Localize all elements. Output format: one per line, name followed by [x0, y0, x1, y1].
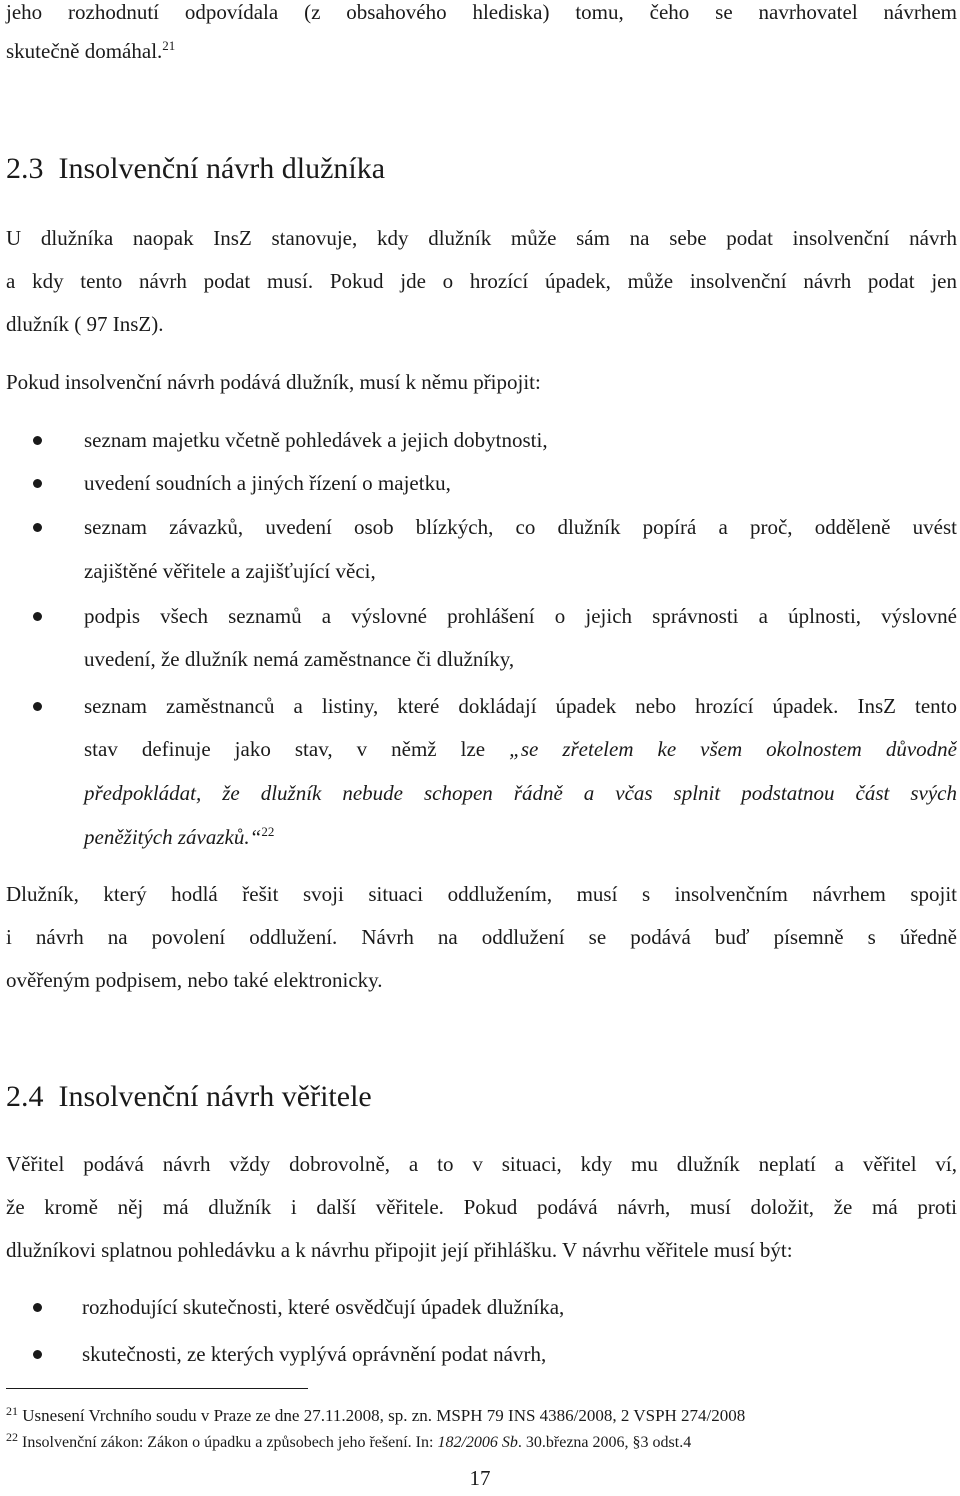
paragraph-line: skutečně domáhal.$^{21}$ — [6, 38, 176, 63]
footnote-21: $^{21}$ Usnesení Vrchního soudu v Praze ze dne 27.11.2008, sp. zn. MSPH 79 INS 4386/2008, 2 VSPH 274/2008 — [6, 1404, 746, 1425]
list-item-continued: zajištěné věřitele a zajišťující věci, — [84, 559, 376, 583]
bullet-icon — [33, 523, 42, 532]
list-item-continued: předpokládat, že dlužník nebude schopen řádně a včas splnit podstatnou část svých — [84, 781, 957, 805]
bullet-icon — [33, 702, 42, 711]
paragraph-line: dlužník ( 97 InsZ). — [6, 312, 164, 336]
list-item-continued: uvedení, že dlužník nemá zaměstnance či dlužníky, — [84, 647, 515, 671]
list-item: seznam majetku včetně pohledávek a jejich dobytnosti, — [84, 428, 548, 452]
list-item-continued: stav definuje jako stav, v němž lze „se zřetelem ke všem okolnostem důvodně — [84, 737, 957, 761]
footnote-separator — [6, 1388, 308, 1389]
list-item: seznam závazků, uvedení osob blízkých, co dlužník popírá a proč, odděleně uvést — [84, 515, 957, 539]
footnote-22: $^{22}$ Insolvenční zákon: Zákon o úpadku a způsobech jeho řešení. In: 182/2006 Sb. 30.března 2006, §3 odst.4 — [6, 1430, 692, 1451]
paragraph-line: jeho rozhodnutí odpovídala (z obsahového hlediska) tomu, čeho se navrhovatel návrhem — [6, 0, 957, 24]
section-title: Insolvenční návrh věřitele — [58, 1080, 372, 1113]
list-item: seznam zaměstnanců a listiny, které dokládají úpadek nebo hrozící úpadek. InsZ tento — [84, 694, 957, 718]
paragraph-line: dlužníkovi splatnou pohledávku a k návrhu připojit její přihlášku. V návrhu věřitele musí být: — [6, 1238, 793, 1262]
bullet-icon — [33, 436, 42, 445]
list-item: podpis všech seznamů a výslovné prohlášení o jejich správnosti a úplnosti, výslovné — [84, 604, 957, 628]
paragraph-line: Pokud insolvenční návrh podává dlužník, musí k němu připojit: — [6, 370, 541, 394]
section-heading-2-4 — [6, 1079, 372, 1115]
list-item-continued: peněžitých závazků.“$^{22}$ — [84, 824, 275, 849]
page-number: 17 — [469, 1466, 491, 1490]
bullet-icon — [33, 612, 42, 621]
paragraph-line: U dlužníka naopak InsZ stanovuje, kdy dlužník může sám na sebe podat insolvenční návrh — [6, 226, 957, 250]
list-item: skutečnosti, ze kterých vyplývá oprávnění podat návrh, — [82, 1342, 547, 1366]
paragraph-line: Dlužník, který hodlá řešit svoji situaci oddlužením, musí s insolvenčním návrhem spojit — [6, 882, 957, 906]
footnote-ref[interactable]: 21 — [162, 38, 176, 53]
list-item: uvedení soudních a jiných řízení o majetku, — [84, 471, 451, 495]
paragraph-line: ověřeným podpisem, nebo také elektronicky. — [6, 968, 383, 992]
paragraph-line: Věřitel podává návrh vždy dobrovolně, a to v situaci, kdy mu dlužník neplatí a věřitel ví, — [6, 1152, 957, 1176]
section-number: 2.4 — [6, 1080, 44, 1113]
bullet-icon — [33, 1350, 42, 1359]
section-title: Insolvenční návrh dlužníka — [58, 152, 386, 185]
section-number: 2.3 — [6, 152, 44, 185]
section-heading-2-3 — [6, 151, 385, 187]
list-item: rozhodující skutečnosti, které osvědčují úpadek dlužníka, — [82, 1295, 565, 1319]
bullet-icon — [33, 479, 42, 488]
paragraph-line: že kromě něj má dlužník i další věřitele. Pokud podává návrh, musí doložit, že má proti — [6, 1195, 957, 1219]
paragraph-line: a kdy tento návrh podat musí. Pokud jde o hrozící úpadek, může insolvenční návrh podat jen — [6, 269, 957, 293]
footnote-ref[interactable]: 22 — [261, 824, 275, 839]
bullet-icon — [33, 1303, 42, 1312]
paragraph-line: i návrh na povolení oddlužení. Návrh na oddlužení se podává buď písemně s úředně — [6, 925, 957, 949]
